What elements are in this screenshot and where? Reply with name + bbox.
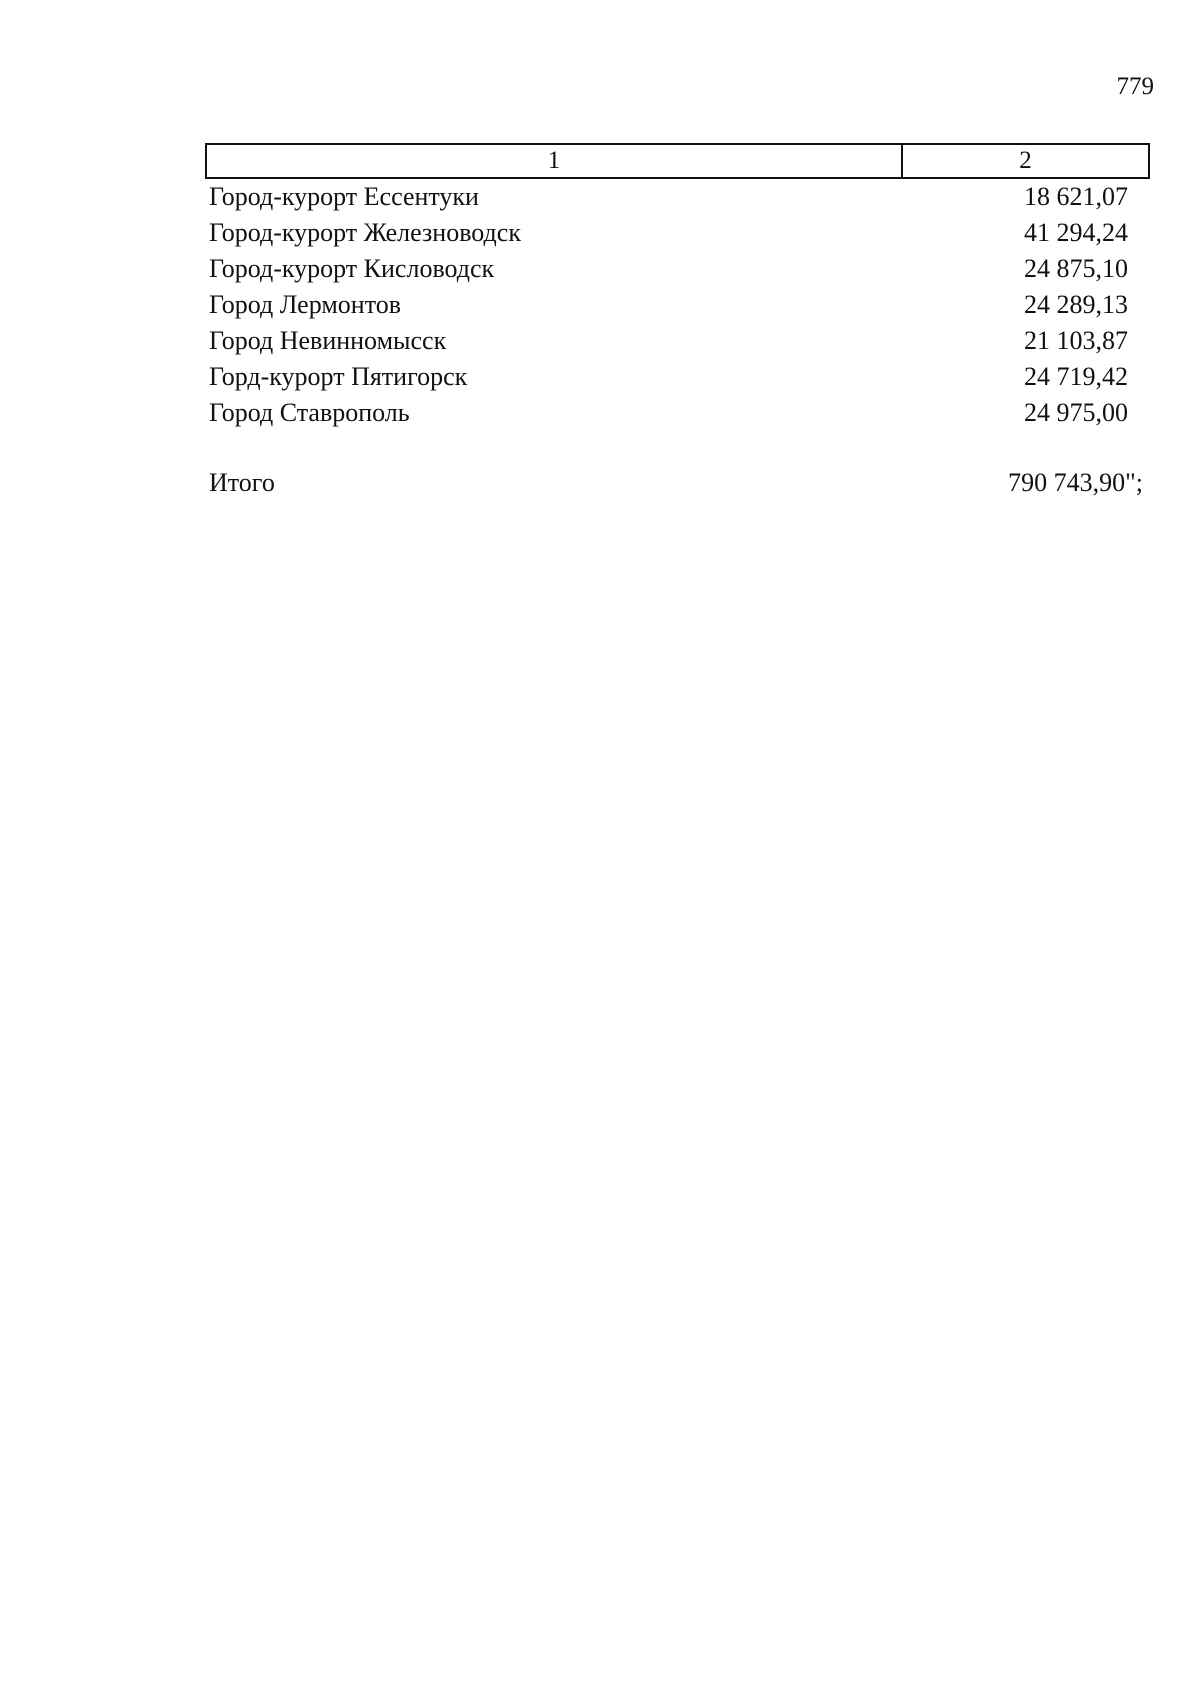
data-table	[205, 143, 1150, 501]
column-header-1: 1	[206, 144, 902, 178]
row-name: Город-курорт Кисловодск	[209, 254, 495, 283]
row-value: 24 289,13	[1024, 290, 1128, 319]
table-row	[206, 395, 1149, 431]
table-row	[206, 323, 1149, 359]
table-row	[206, 251, 1149, 287]
row-name: Город-курорт Ессентуки	[209, 182, 479, 211]
row-value: 24 875,10	[1024, 254, 1128, 283]
row-value: 18 621,07	[1024, 182, 1128, 211]
table-header-row	[206, 144, 1149, 178]
row-value: 21 103,87	[1024, 326, 1128, 355]
table-row	[206, 287, 1149, 323]
spacer-row	[206, 431, 1149, 465]
table-row	[206, 359, 1149, 395]
table-row	[206, 178, 1149, 215]
row-value: 24 719,42	[1024, 362, 1128, 391]
total-value: 790 743,90";	[1008, 468, 1143, 497]
row-value: 41 294,24	[1024, 218, 1128, 247]
row-value: 24 975,00	[1024, 398, 1128, 427]
page-number: 779	[1116, 73, 1154, 100]
row-name: Горд-курорт Пятигорск	[209, 362, 468, 391]
column-header-2: 2	[902, 144, 1149, 178]
total-row	[206, 465, 1149, 501]
row-name: Город Лермонтов	[209, 290, 401, 319]
total-label: Итого	[209, 468, 275, 497]
table-row	[206, 215, 1149, 251]
row-name: Город Ставрополь	[209, 398, 410, 427]
row-name: Город Невинномысск	[209, 326, 447, 355]
row-name: Город-курорт Железноводск	[209, 218, 521, 247]
